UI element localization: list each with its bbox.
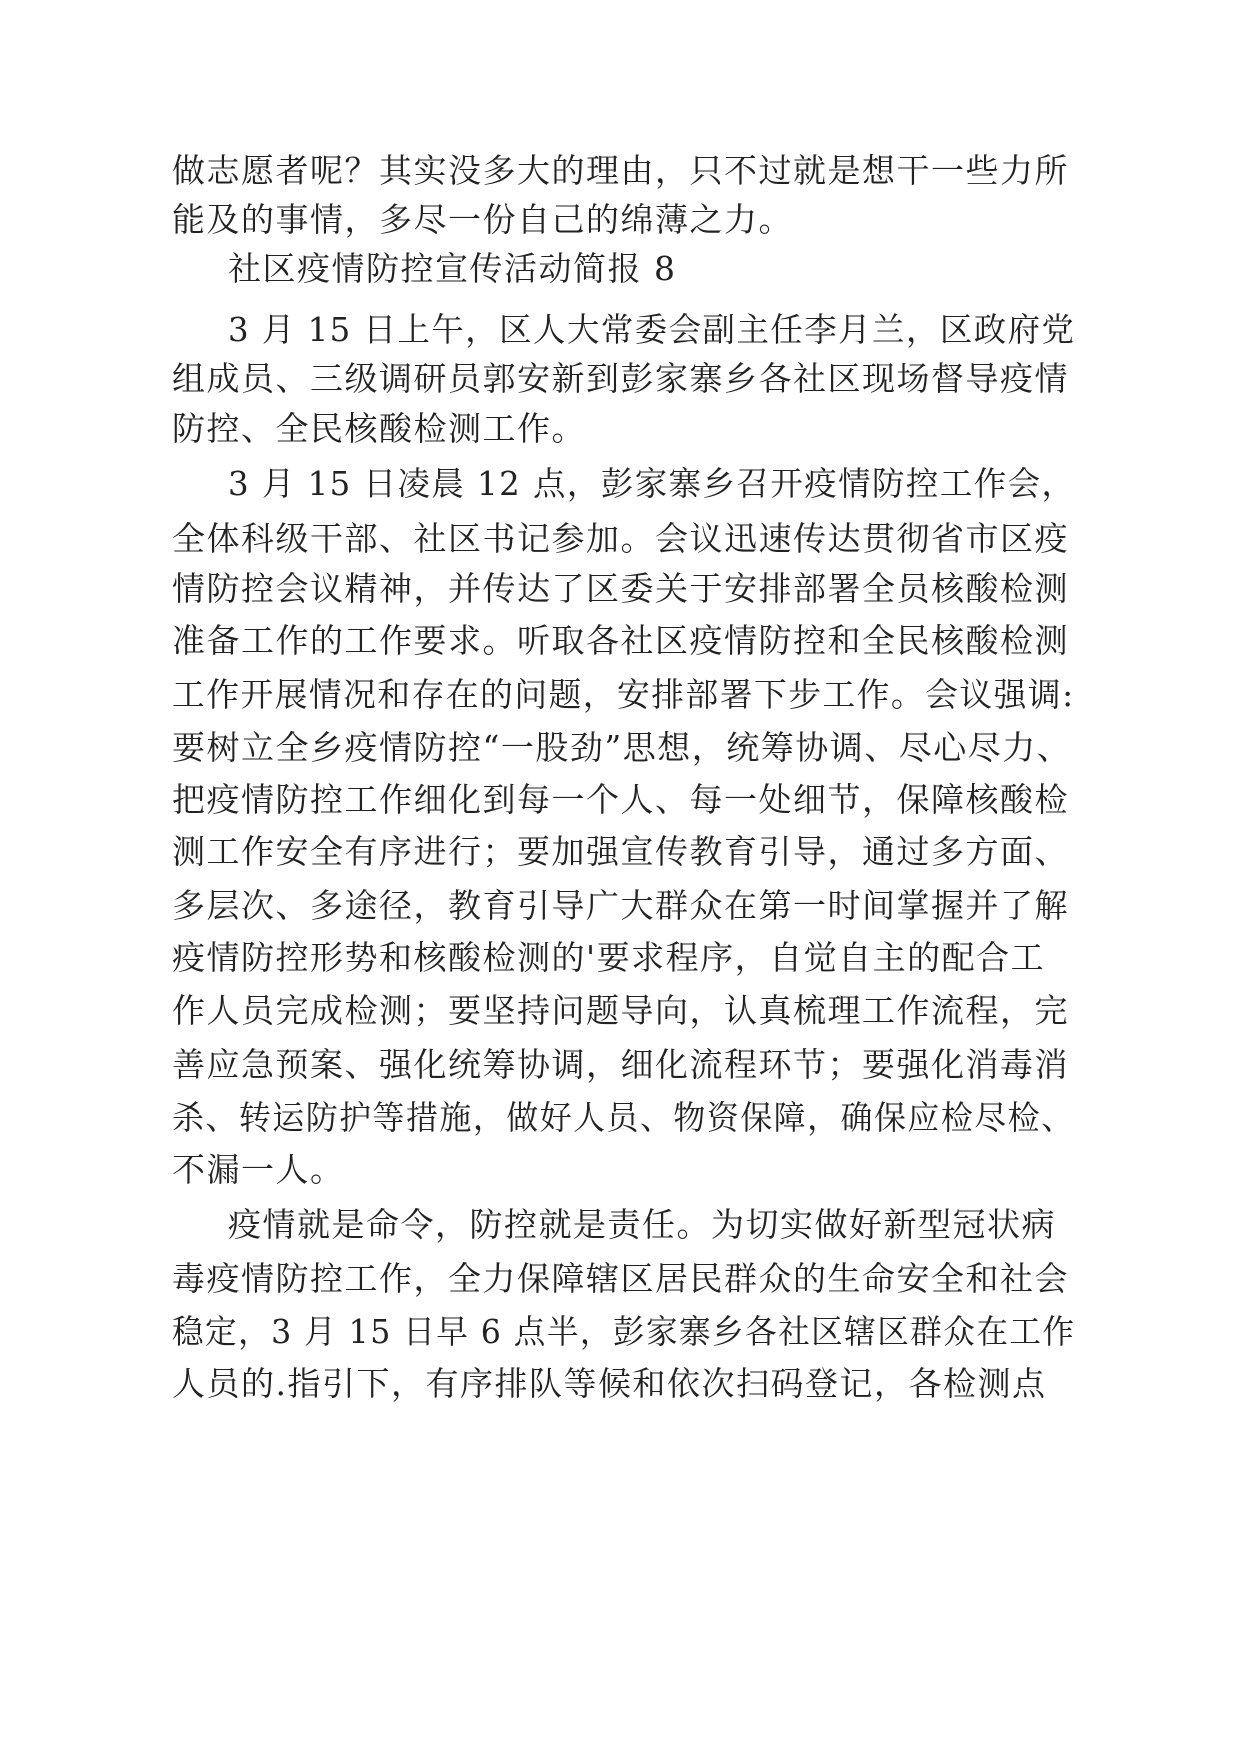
text-line-8: 情防控会议精神，并传达了区委关于安排部署全员核酸检测: [172, 569, 1069, 608]
text-line-15: 疫情防控形势和核酸检测的'要求程序，自觉自主的配合工: [172, 938, 1046, 977]
text-line-10: 工作开展情况和存在的问题，安排部署下步工作。会议强调:: [172, 675, 1075, 714]
text-line-22: 稳定，3 月 15 日早 6 点半，彭家寨乡各社区辖区群众在工作: [172, 1312, 1076, 1351]
text-line-16: 作人员完成检测；要坚持问题导向，认真梳理工作流程，完: [172, 991, 1069, 1030]
section-heading: 社区疫情防控宣传活动简报 8: [228, 249, 677, 288]
text-line-17: 善应急预案、强化统筹协调，细化流程环节；要强化消毒消: [172, 1045, 1069, 1084]
text-line-4: 组成员、三级调研员郭安新到彭家寨乡各社区现场督导疫情: [172, 359, 1069, 398]
text-line-2: 能及的事情，多尽一份自己的绵薄之力。: [172, 200, 793, 239]
text-line-21: 毒疫情防控工作，全力保障辖区居民群众的生命安全和社会: [172, 1259, 1069, 1298]
text-line-20: 疫情就是命令，防控就是责任。为切实做好新型冠状病: [228, 1205, 1056, 1244]
text-line-12: 把疫情防控工作细化到每一个人、每一处细节，保障核酸检: [172, 780, 1069, 819]
text-line-23: 人员的.指引下，有序排队等候和依次扫码登记，各检测点: [172, 1364, 1047, 1403]
text-line-9: 准备工作的工作要求。听取各社区疫情防控和全民核酸检测: [172, 621, 1069, 660]
text-line-19: 不漏一人。: [172, 1150, 345, 1189]
text-line-1: 做志愿者呢？其实没多大的理由，只不过就是想干一些力所: [172, 151, 1069, 190]
text-line-13: 测工作安全有序进行；要加强宣传教育引导，通过多方面、: [172, 832, 1069, 871]
text-line-14: 多层次、多途径，教育引导广大群众在第一时间掌握并了解: [172, 886, 1069, 925]
text-line-5: 防控、全民核酸检测工作。: [172, 409, 586, 448]
text-line-7: 全体科级干部、社区书记参加。会议迅速传达贯彻省市区疫: [172, 519, 1069, 558]
text-line-3: 3 月 15 日上午，区人大常委会副主任李月兰，区政府党: [228, 310, 1076, 349]
text-line-11: 要树立全乡疫情防控“一股劲”思想，统筹协调、尽心尽力、: [172, 728, 1072, 767]
text-line-6: 3 月 15 日凌晨 12 点，彭家寨乡召开疫情防控工作会，: [228, 464, 1076, 503]
text-line-18: 杀、转运防护等措施，做好人员、物资保障，确保应检尽检、: [172, 1098, 1075, 1137]
